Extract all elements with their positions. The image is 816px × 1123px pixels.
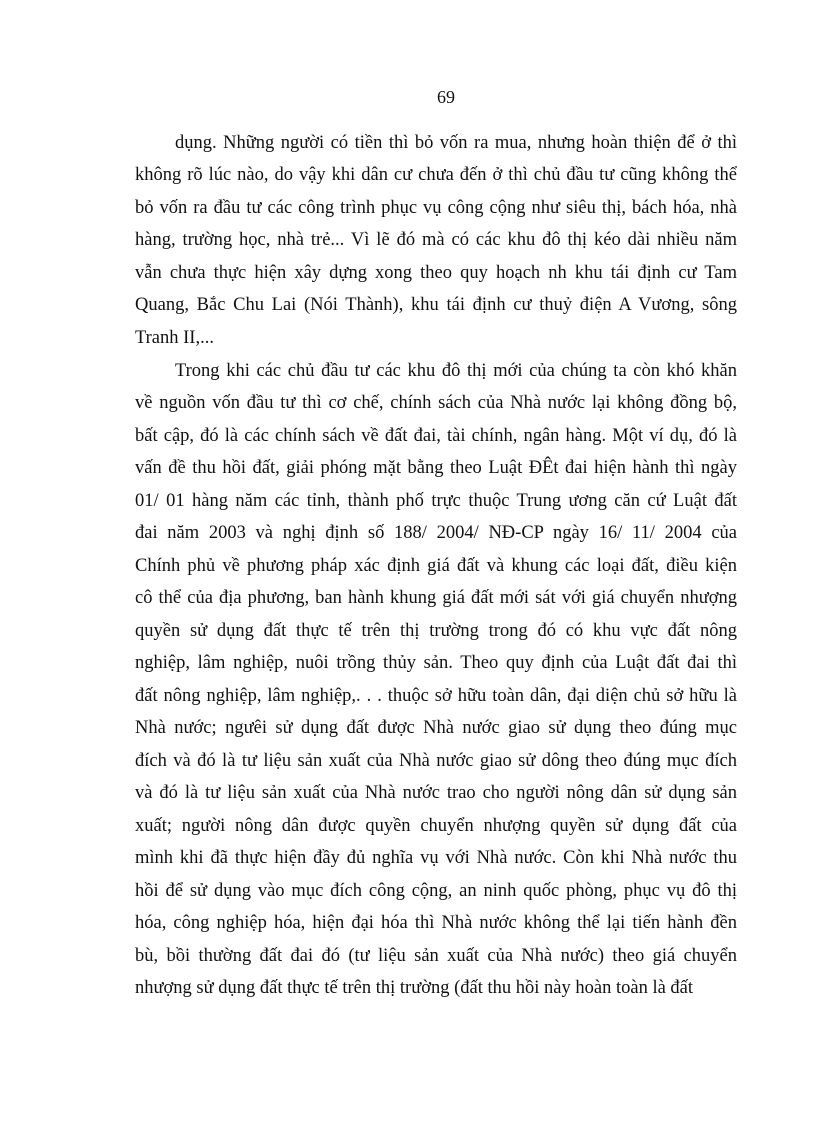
paragraph-2-line-20: nhượng sử dụng đất thực tế trên thị trường (đất thu hồi này hoàn toàn là đất — [135, 978, 694, 998]
paragraph-2-line-16: mình khi đã thực hiện đầy đủ nghĩa vụ với Nhà nước. Còn khi Nhà nước thu — [135, 848, 737, 868]
paragraph-2-line-7: Chính phủ về phương pháp xác định giá đất và khung các loại đất, điều kiện — [135, 556, 737, 576]
paragraph-2-line-5: 01/ 01 hàng năm các tỉnh, thành phố trực thuộc Trung ương căn cứ Luật đất — [135, 491, 737, 511]
paragraph-1-line-5: vẫn chưa thực hiện xây dựng xong theo quy hoạch nh khu tái định cư Tam — [135, 263, 737, 283]
paragraph-2-line-12: Nhà nước; ngưêi sử dụng đất được Nhà nước giao sử dụng theo đúng mục — [135, 718, 737, 738]
paragraph-2-line-8: cô thể của địa phương, ban hành khung giá đất mới sát với giá chuyển nhượng — [135, 588, 737, 608]
paragraph-1-line-4: hàng, trường học, nhà trẻ... Vì lẽ đó mà có các khu đô thị kéo dài nhiều năm — [135, 230, 737, 250]
paragraph-2-line-1: Trong khi các chủ đầu tư các khu đô thị mới của chúng ta còn khó khăn — [175, 361, 737, 381]
paragraph-2-line-19: bù, bồi thường đất đai đó (tư liệu sản xuất của Nhà nước) theo giá chuyển — [135, 946, 737, 966]
paragraph-2-line-14: và đó là tư liệu sản xuất của Nhà nước trao cho người nông dân sử dụng sản — [135, 783, 737, 803]
paragraph-1-line-6: Quang, Bắc Chu Lai (Nói Thành), khu tái định cư thuỷ điện A Vương, sông — [135, 295, 737, 315]
paragraph-2-line-9: quyền sử dụng đất thực tế trên thị trường trong đó có khu vực đất nông — [135, 621, 737, 641]
paragraph-2-line-3: bất cập, đó là các chính sách về đất đai, tài chính, ngân hàng. Một ví dụ, đó là — [135, 426, 737, 446]
paragraph-2-line-2: về nguồn vốn đầu tư thì cơ chế, chính sách của Nhà nước lại không đồng bộ, — [135, 393, 737, 413]
paragraph-1-line-3: bỏ vốn ra đầu tư các công trình phục vụ công cộng như siêu thị, bách hóa, nhà — [135, 198, 737, 218]
paragraph-2-line-6: đai năm 2003 và nghị định số 188/ 2004/ NĐ-CP ngày 16/ 11/ 2004 của — [135, 523, 737, 543]
paragraph-2-line-17: hồi để sử dụng vào mục đích công cộng, an ninh quốc phòng, phục vụ đô thị — [135, 881, 737, 901]
paragraph-2-line-11: đất nông nghiệp, lâm nghiệp,. . . thuộc sở hữu toàn dân, đại diện chủ sở hữu là — [135, 686, 737, 706]
paragraph-2-line-18: hóa, công nghiệp hóa, hiện đại hóa thì Nhà nước không thể lại tiến hành đền — [135, 913, 737, 933]
paragraph-2-line-15: xuất; người nông dân được quyền chuyển nhượng quyền sử dụng đất của — [135, 816, 737, 836]
paragraph-2-line-13: đích và đó là tư liệu sản xuất của Nhà nước giao sử dông theo đúng mục đích — [135, 751, 737, 771]
paragraph-2-line-4: vấn đề thu hồi đất, giải phóng mặt bằng theo Luật ĐÊt đai hiện hành thì ngày — [135, 458, 737, 478]
paragraph-2-line-10: nghiệp, lâm nghiệp, nuôi trồng thủy sản. Theo quy định của Luật đất đai thì — [135, 653, 737, 673]
paragraph-1-line-2: không rõ lúc nào, do vậy khi dân cư chưa đến ở thì chủ đầu tư cũng không thể — [135, 165, 737, 185]
page-number: 69 — [437, 87, 455, 107]
paragraph-1-line-1: dụng. Những người có tiền thì bỏ vốn ra mua, nhưng hoàn thiện để ở thì — [175, 133, 737, 153]
paragraph-1-line-7: Tranh II,... — [135, 328, 214, 348]
